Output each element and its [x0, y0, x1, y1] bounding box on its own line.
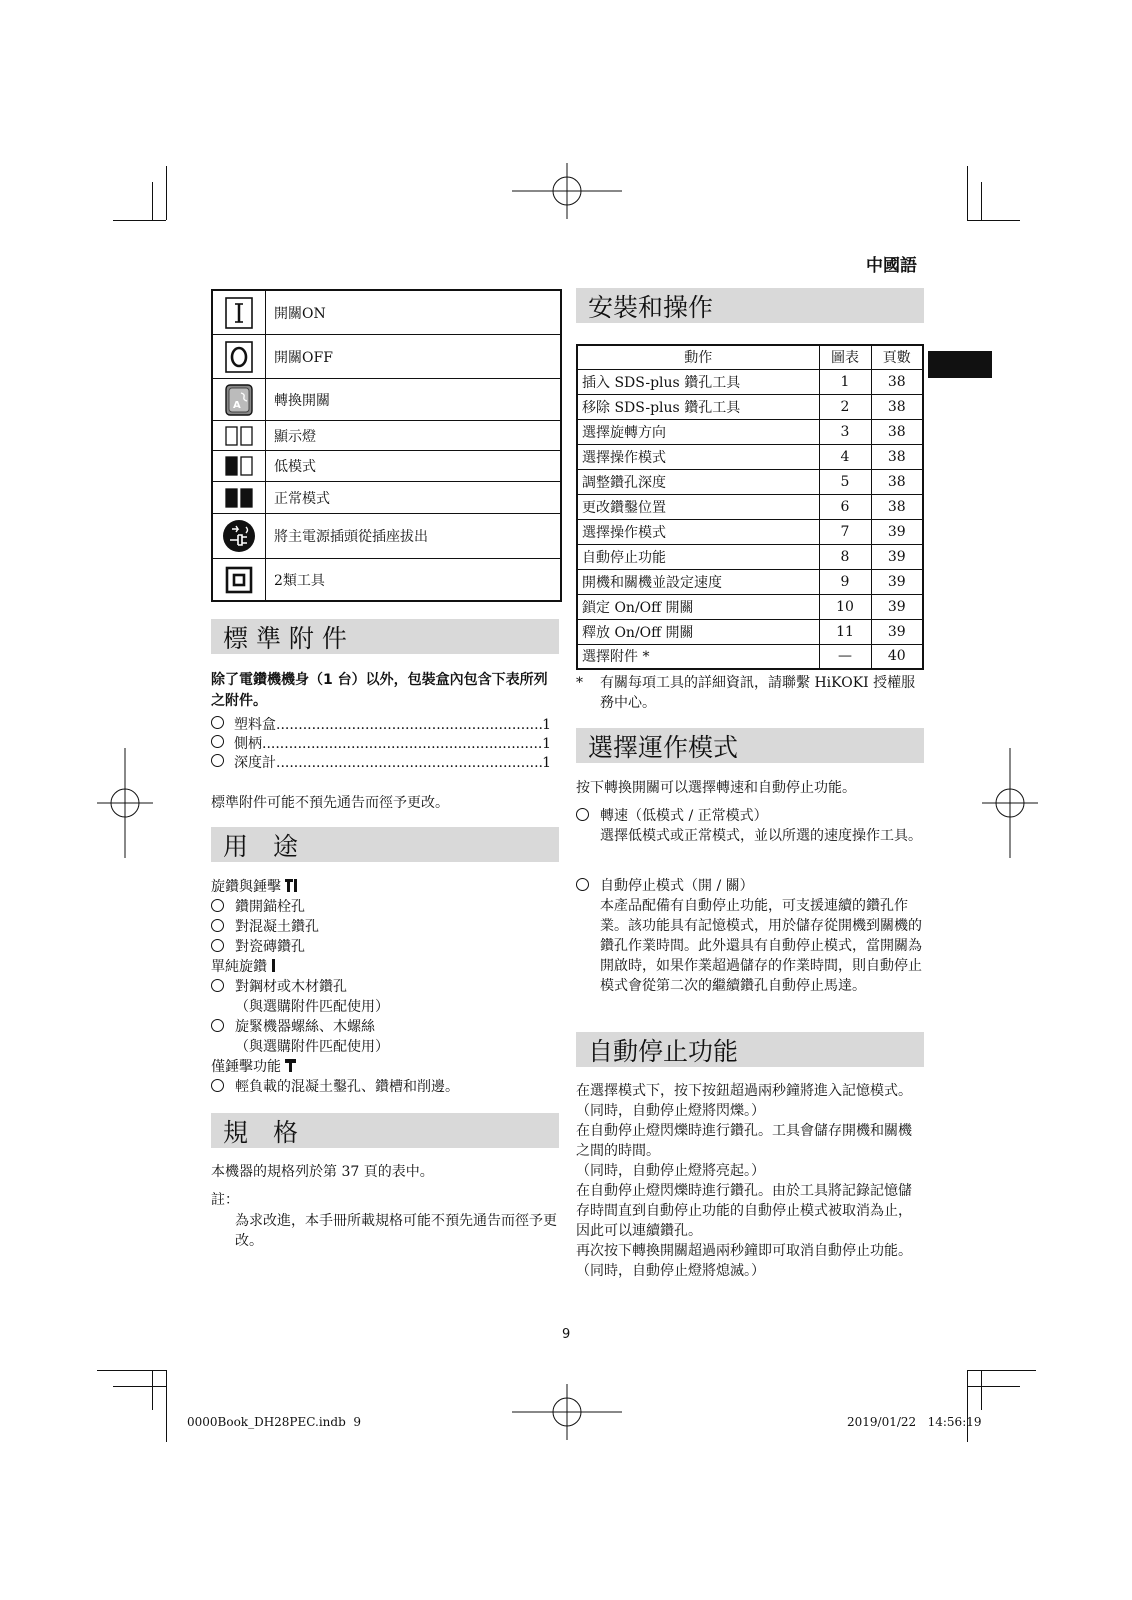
- list-item: 深度計 ..... 1: [211, 754, 551, 773]
- symbol-label: 轉換開關: [274, 392, 330, 409]
- table-row: 釋放 On/Off 開關 11 39: [577, 619, 923, 644]
- operations-table: [576, 344, 924, 670]
- circle-bullet-icon: [211, 979, 224, 992]
- accessories-intro: 除了電鑽機機身（1 台）以外，包裝盒內包含下表所列之附件。: [211, 672, 548, 709]
- table-row: 鎖定 On/Off 開關 10 39: [577, 594, 923, 619]
- accessories-note: 標準附件可能不預先通告而徑予更改。: [211, 795, 449, 811]
- circle-bullet-icon: [211, 899, 224, 912]
- footnote-mark: *: [576, 675, 583, 691]
- paragraph: 在選擇模式下，按下按鈕超過兩秒鐘將進入記憶模式。: [576, 1083, 912, 1099]
- class2-tool-icon: [224, 565, 254, 595]
- symbol-row: [213, 514, 560, 559]
- circle-bullet-icon: [576, 808, 589, 821]
- low-mode-icon: [224, 455, 254, 477]
- registration-mark-right: [982, 748, 1038, 858]
- group-title: 單純旋鑽: [211, 959, 267, 975]
- specifications-note: 為求改進，本手冊所載規格可能不預先通告而徑予更改。: [235, 1213, 557, 1249]
- paragraph: （同時，自動停止燈將閃爍。）: [576, 1103, 765, 1119]
- rotation-hammer-icon: [285, 879, 299, 892]
- footer-timestamp: 2019/01/22 14:56:19: [847, 1415, 982, 1429]
- section-heading-specifications: 規 格: [211, 1113, 559, 1148]
- symbol-label: 2類工具: [274, 572, 325, 589]
- symbol-label: 開關ON: [274, 305, 326, 322]
- circle-bullet-icon: [576, 878, 589, 891]
- symbol-row: [213, 421, 560, 451]
- list-item: 對混凝土鑽孔: [211, 917, 559, 937]
- registration-mark-top: [512, 163, 622, 219]
- section-heading-mode-selection: 選擇運作模式: [576, 728, 924, 763]
- symbol-row: [213, 335, 560, 379]
- table-row: 移除 SDS-plus 鑽孔工具 2 38: [577, 394, 923, 419]
- mode-item-text: 選擇低模式或正常模式，並以所選的速度操作工具。: [600, 828, 922, 844]
- circle-bullet-icon: [211, 716, 224, 729]
- table-row: 選擇附件 * — 40: [577, 644, 923, 669]
- column-header: 動作: [577, 345, 819, 369]
- symbol-label: 顯示燈: [274, 428, 316, 445]
- table-row: 開機和關機並設定速度 9 39: [577, 569, 923, 594]
- registration-mark-left: [97, 748, 153, 858]
- mode-item-speed: [576, 806, 924, 846]
- table-row: 更改鑽鑿位置 6 38: [577, 494, 923, 519]
- table-row: 選擇旋轉方向 3 38: [577, 419, 923, 444]
- registration-mark-bottom: [512, 1384, 622, 1440]
- circle-bullet-icon: [211, 939, 224, 952]
- circle-bullet-icon: [211, 1019, 224, 1032]
- mode-selection-intro: 按下轉換開關可以選擇轉速和自動停止功能。: [576, 780, 856, 796]
- section-heading-assembly: 安裝和操作: [576, 288, 924, 323]
- mode-item-title: 轉速（低模式 / 正常模式）: [600, 808, 768, 824]
- assembly-footnote: [576, 673, 924, 713]
- paragraph: 在自動停止燈閃爍時進行鑽孔。由於工具將記錄記憶儲存時間直到自動停止功能的自動停止模式被取消為止，因此可以連續鑽孔。: [576, 1183, 912, 1239]
- symbol-label: 低模式: [274, 459, 316, 475]
- circle-bullet-icon: [211, 754, 224, 767]
- symbol-row: [213, 451, 560, 482]
- auto-stop-text: [576, 1081, 924, 1281]
- footnote-text: 有關每項工具的詳細資訊，請聯繫 HiKOKI 授權服務中心。: [600, 675, 916, 711]
- switch-on-icon: [224, 297, 254, 329]
- group-title: 僅錘擊功能: [211, 1059, 281, 1075]
- hammer-only-icon: [285, 1059, 297, 1072]
- table-row: 自動停止功能 8 39: [577, 544, 923, 569]
- list-item: 旋緊機器螺絲、木螺絲 （與選購附件匹配使用）: [211, 1017, 559, 1057]
- symbol-table: [211, 289, 562, 602]
- table-row: 選擇操作模式 4 38: [577, 444, 923, 469]
- unplug-icon: [222, 519, 256, 553]
- table-row: 插入 SDS-plus 鑽孔工具 1 38: [577, 369, 923, 394]
- column-header: 頁數: [871, 345, 923, 369]
- symbol-row: [213, 291, 560, 335]
- section-heading-auto-stop: 自動停止功能: [576, 1032, 924, 1067]
- mode-item-title: 自動停止模式（開 / 關）: [600, 878, 754, 894]
- paragraph: （同時，自動停止燈將亮起。）: [576, 1163, 765, 1179]
- language-label: 中國語: [866, 256, 917, 276]
- mode-switch-icon: [224, 384, 254, 416]
- rotation-only-icon: [271, 959, 277, 972]
- symbol-row: [213, 379, 560, 421]
- symbol-row: [213, 559, 560, 600]
- list-item: 對鋼材或木材鑽孔 （與選購附件匹配使用）: [211, 977, 559, 1017]
- switch-off-icon: [224, 341, 254, 373]
- table-row: 選擇操作模式 7 39: [577, 519, 923, 544]
- specifications-text: 本機器的規格列於第 37 頁的表中。: [211, 1164, 434, 1180]
- table-row: 調整鑽孔深度 5 38: [577, 469, 923, 494]
- footer-file: 0000Book_DH28PEC.indb 9: [187, 1415, 362, 1429]
- accessories-list: [211, 716, 551, 773]
- column-header: 圖表: [819, 345, 871, 369]
- applications-list: [211, 877, 559, 1097]
- paragraph: （同時，自動停止燈將熄滅。）: [576, 1263, 765, 1279]
- table-header-row: [577, 345, 923, 369]
- page-number: 9: [562, 1327, 571, 1342]
- circle-bullet-icon: [211, 735, 224, 748]
- svg-text:A: A: [233, 399, 241, 411]
- list-item: 側柄 ..... 1: [211, 735, 551, 754]
- section-tab-marker: [928, 351, 992, 378]
- paragraph: 再次按下轉換開關超過兩秒鐘即可取消自動停止功能。: [576, 1243, 912, 1259]
- list-item: 鑽開錨栓孔: [211, 897, 559, 917]
- indicator-lamp-icon: [224, 425, 254, 447]
- section-heading-standard-accessories: 標 準 附 件: [211, 619, 559, 654]
- list-item: 輕負載的混凝土鑿孔、鑽槽和削邊。: [211, 1077, 559, 1097]
- paragraph: 在自動停止燈閃爍時進行鑽孔。工具會儲存開機和關機之間的時間。: [576, 1123, 912, 1159]
- mode-item-auto-stop: [576, 876, 924, 996]
- list-item: 對瓷磚鑽孔: [211, 937, 559, 957]
- normal-mode-icon: [224, 487, 254, 509]
- list-item: 塑料盒 ..... 1: [211, 716, 551, 735]
- specifications-note-label: 註：: [211, 1192, 239, 1208]
- group-title: 旋鑽與錘擊: [211, 879, 281, 895]
- symbol-label: 開關OFF: [274, 349, 333, 366]
- section-heading-applications: 用 途: [211, 827, 559, 862]
- symbol-label: 正常模式: [274, 490, 330, 507]
- symbol-label: 將主電源插頭從插座拔出: [274, 529, 428, 545]
- symbol-row: [213, 482, 560, 514]
- mode-item-text: 本產品配備有自動停止功能，可支援連續的鑽孔作業。該功能具有記憶模式，用於儲存從開機到關機的鑽孔作業時間。此外還具有自動停止模式，當開關為開啟時，如果作業超過儲存的作業時間，則自動停止模式會從第二次的繼續鑽孔自動停止馬達。: [600, 898, 922, 994]
- circle-bullet-icon: [211, 919, 224, 932]
- circle-bullet-icon: [211, 1079, 224, 1092]
